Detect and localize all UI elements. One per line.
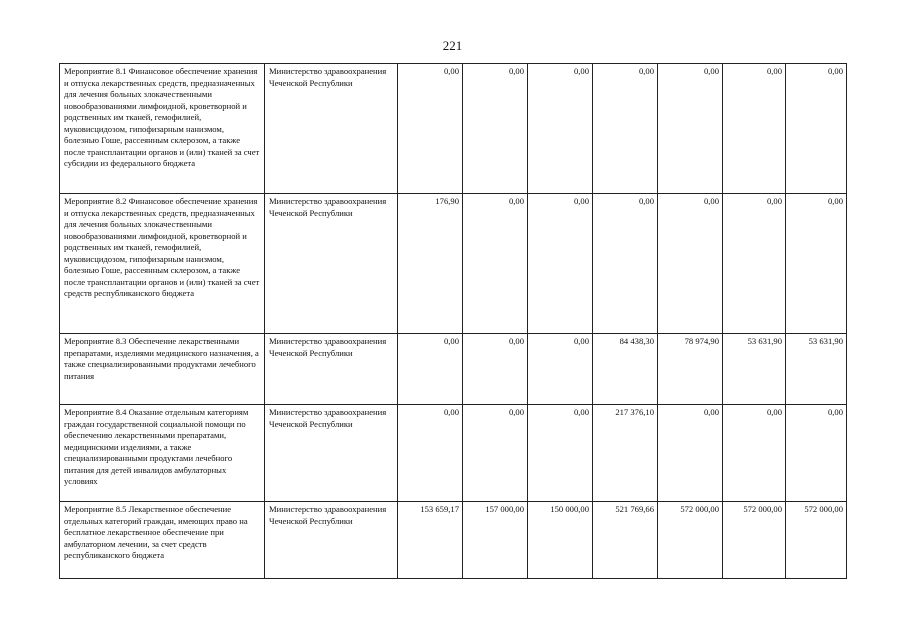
value-cell: 0,00 (593, 194, 658, 334)
value-cell: 217 376,10 (593, 405, 658, 502)
value-cell: 0,00 (593, 64, 658, 194)
value-cell: 0,00 (723, 194, 786, 334)
program-table (59, 63, 847, 579)
value-cell: 0,00 (463, 194, 528, 334)
value-cell: 0,00 (658, 194, 723, 334)
value-cell: 0,00 (723, 64, 786, 194)
value-cell: 572 000,00 (786, 502, 847, 579)
value-cell: 0,00 (786, 405, 847, 502)
measure-name-cell: Мероприятие 8.2 Финансовое обеспечение хранения и отпуска лекарственных средств, предназначенных для лечения больных злокачественными новообразованиями лимфоидной, кроветворной и родственных им тканей, гемофилией, муковисцидозом, гипофизарным нанизмом, болезнью Гоше, рассеянным склерозом, а также после трансплантации органов и (или) тканей за счет средств республиканского бюджета (60, 194, 265, 334)
value-cell: 0,00 (528, 334, 593, 405)
table-row (60, 334, 847, 405)
responsible-cell: Министерство здравоохранения Чеченской Республики (265, 64, 398, 194)
value-cell: 0,00 (463, 405, 528, 502)
value-cell: 157 000,00 (463, 502, 528, 579)
value-cell: 176,90 (398, 194, 463, 334)
value-cell: 0,00 (398, 334, 463, 405)
value-cell: 572 000,00 (723, 502, 786, 579)
table-row (60, 194, 847, 334)
value-cell: 0,00 (658, 64, 723, 194)
table-row (60, 405, 847, 502)
responsible-cell: Министерство здравоохранения Чеченской Республики (265, 334, 398, 405)
value-cell: 0,00 (528, 194, 593, 334)
value-cell: 0,00 (528, 405, 593, 502)
value-cell: 0,00 (398, 405, 463, 502)
value-cell: 0,00 (528, 64, 593, 194)
measure-name-cell: Мероприятие 8.4 Оказание отдельным категориям граждан государственной социальной помощи по обеспечению лекарственными препаратами, медицинскими изделиями, а также специализированными продуктами лечебного питания для детей инвалидов амбулаторных условиях (60, 405, 265, 502)
value-cell: 53 631,90 (723, 334, 786, 405)
value-cell: 153 659,17 (398, 502, 463, 579)
value-cell: 0,00 (463, 334, 528, 405)
measure-name-cell: Мероприятие 8.3 Обеспечение лекарственными препаратами, изделиями медицинского назначения, а также специализированными продуктами лечебного питания (60, 334, 265, 405)
measure-name-cell: Мероприятие 8.5 Лекарственное обеспечение отдельных категорий граждан, имеющих право на бесплатное лекарственное обеспечение при амбулаторном лечении, за счет средств республиканского бюджета (60, 502, 265, 579)
value-cell: 521 769,66 (593, 502, 658, 579)
value-cell: 53 631,90 (786, 334, 847, 405)
value-cell: 572 000,00 (658, 502, 723, 579)
value-cell: 0,00 (398, 64, 463, 194)
value-cell: 78 974,90 (658, 334, 723, 405)
page-number: 221 (442, 38, 463, 53)
table-row (60, 502, 847, 579)
measure-name-cell: Мероприятие 8.1 Финансовое обеспечение хранения и отпуска лекарственных средств, предназначенных для лечения больных злокачественными новообразованиями лимфоидной, кроветворной и родственных им тканей, гемофилией, муковисцидозом, гипофизарным нанизмом, болезнью Гоше, рассеянным склерозом, а также после трансплантации органов и (или) тканей за счет субсидии из федерального бюджета (60, 64, 265, 194)
table-row (60, 64, 847, 194)
responsible-cell: Министерство здравоохранения Чеченской Республики (265, 194, 398, 334)
value-cell: 0,00 (463, 64, 528, 194)
value-cell: 150 000,00 (528, 502, 593, 579)
value-cell: 0,00 (723, 405, 786, 502)
value-cell: 0,00 (786, 194, 847, 334)
responsible-cell: Министерство здравоохранения Чеченской Республики (265, 405, 398, 502)
responsible-cell: Министерство здравоохранения Чеченской Республики (265, 502, 398, 579)
value-cell: 0,00 (786, 64, 847, 194)
value-cell: 0,00 (658, 405, 723, 502)
value-cell: 84 438,30 (593, 334, 658, 405)
